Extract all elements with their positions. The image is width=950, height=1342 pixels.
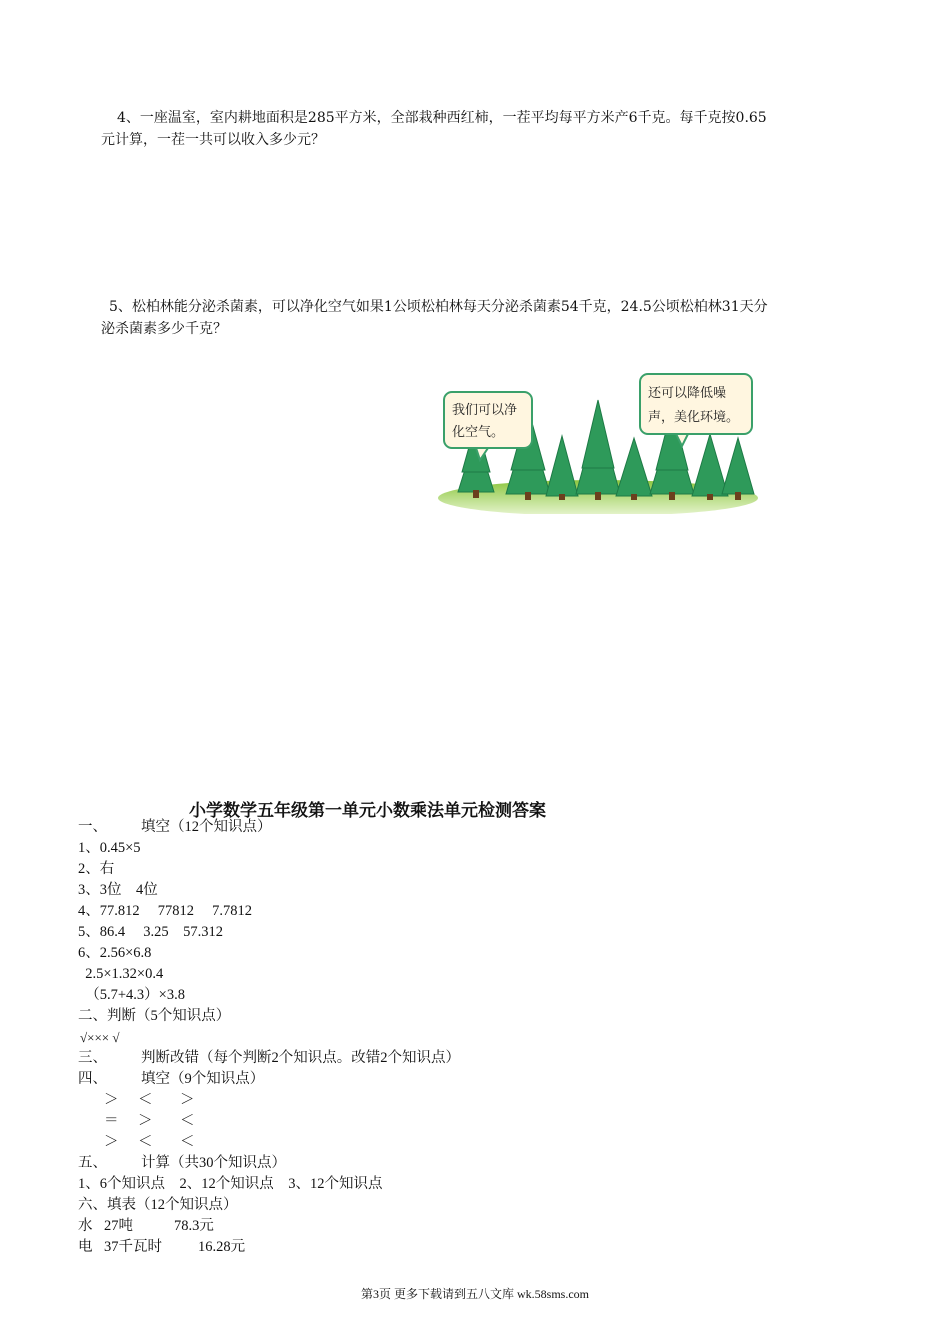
bubble-right-line-2: 声，美化环境。 [648,410,740,425]
section-3-label: 判断改错（每个判断2个知识点。改错2个知识点） [141,1050,460,1066]
s6-row-electric [78,1237,245,1258]
question-5-line-1: 5、松柏林能分泌杀菌素，可以净化空气如果1公顷松柏林每天分泌杀菌素54千克，24.5公顷松柏林31天分 [109,299,768,315]
section-5-line: 1、6个知识点 2、12个知识点 3、12个知识点 [78,1176,383,1192]
s4-row-1 [104,1090,195,1111]
question-4-line-1: 4、一座温室，室内耕地面积是285平方米，全部栽种西红柿，一茬平均每平方米产6千克。每千克按0.65 [117,110,767,126]
section-5-label: 计算（共30个知识点） [141,1155,286,1171]
s4-r2-c2: ＞ [138,1113,153,1129]
s1-item-6c: （5.7+4.3）×3.8 [78,987,185,1003]
section-1-number: 一、 [78,819,107,835]
s1-item-6b: 2.5×1.32×0.4 [78,966,164,982]
s4-row-2 [104,1111,195,1132]
section-5-heading [78,1153,286,1174]
s6-electric-qty: 37千瓦时 [104,1239,162,1255]
forest-illustration [436,372,760,514]
section-2-heading: 二、判断（5个知识点） [78,1008,231,1024]
bubble-left-line-2: 化空气。 [452,425,505,440]
section-5-number: 五、 [78,1155,107,1171]
s1-item-6: 6、2.56×6.8 [78,945,152,961]
s4-r3-c1: ＞ [104,1134,119,1150]
section-2-marks: √××× √ [80,1030,120,1045]
s6-electric-item: 电 [78,1239,93,1255]
s4-r1-c3: ＞ [180,1092,195,1108]
bubble-right-line-1: 还可以降低噪 [648,386,727,401]
section-4-heading [78,1069,264,1090]
answers-title: 小学数学五年级第一单元小数乘法单元检测答案 [189,801,546,821]
s4-r2-c1: ＝ [104,1113,119,1129]
s6-water-item: 水 [78,1218,93,1234]
s4-r1-c1: ＞ [104,1092,119,1108]
s1-item-1: 1、0.45×5 [78,840,141,856]
s1-item-4: 4、77.812 77812 7.7812 [78,903,252,919]
s6-water-cost: 78.3元 [174,1218,214,1234]
section-3-number: 三、 [78,1050,107,1066]
s1-item-2: 2、右 [78,861,115,877]
s4-row-3 [104,1132,195,1153]
s6-row-water [78,1216,214,1237]
s4-r3-c3: ＜ [180,1134,195,1150]
section-1-label: 填空（12个知识点） [141,819,272,835]
question-5-line-2: 泌杀菌素多少千克？ [101,321,227,337]
s4-r1-c2: ＜ [138,1092,153,1108]
section-6-heading: 六、填表（12个知识点） [78,1197,238,1213]
bubble-left-line-1: 我们可以净 [452,403,518,418]
s4-r2-c3: ＜ [180,1113,195,1129]
section-4-label: 填空（9个知识点） [141,1071,265,1087]
bubble-right-text [648,382,739,430]
bubble-left-text [452,400,517,444]
s1-item-5: 5、86.4 3.25 57.312 [78,924,223,940]
question-4-line-2: 元计算，一茬一共可以收入多少元？ [101,132,325,148]
section-3-heading [78,1048,460,1069]
section-4-number: 四、 [78,1071,107,1087]
page-footer: 第3页 更多下载请到五八文库 wk.58sms.com [360,1287,589,1301]
s6-water-qty: 27吨 [104,1218,133,1234]
s4-r3-c2: ＜ [138,1134,153,1150]
s1-item-3: 3、3位 4位 [78,882,158,898]
s6-electric-cost: 16.28元 [198,1239,246,1255]
section-1-heading [78,817,272,838]
